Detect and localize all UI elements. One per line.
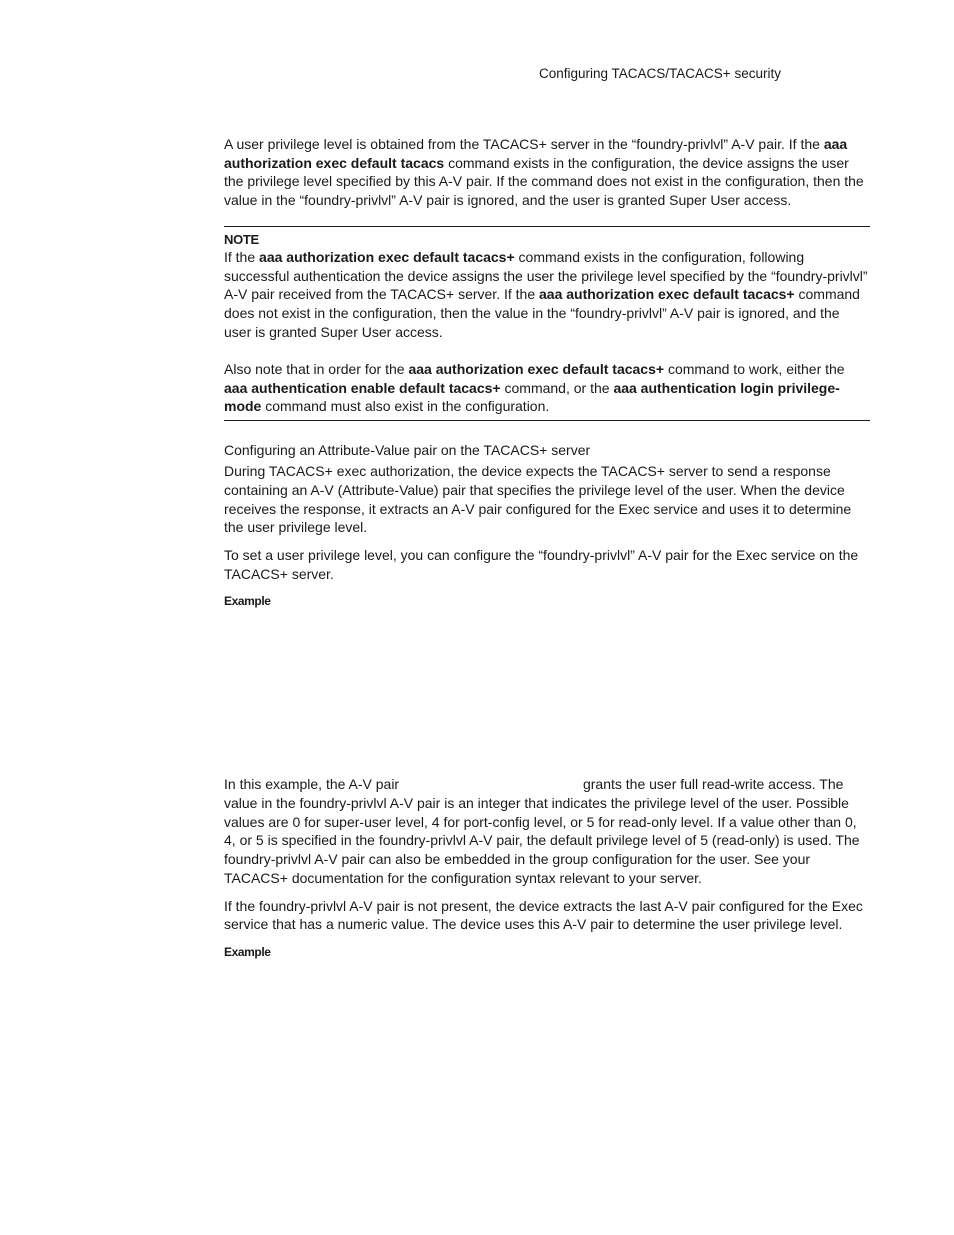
running-header: Configuring TACACS/TACACS+ security — [539, 66, 781, 81]
command-text: aaa authentication login privilege-mode — [224, 379, 840, 415]
command-text: aaa authorization exec default tacacs+ — [408, 361, 665, 378]
command-text: aaa authorization exec default tacacs+ — [539, 286, 795, 303]
section-paragraph-1: During TACACS+ exec authorization, the device expects the TACACS+ server to send a response containing an A-V (Attribute-Value) pair that specifies the privilege level of the user. When the device receives the response, it extracts an A-V pair configured for the Exec service and uses it to determine the user privilege level. — [224, 463, 852, 536]
note-label: NOTE — [224, 231, 259, 247]
intro-paragraph: A user privilege level is obtained from the TACACS+ server in the “foundry-privlvl” A-V pair. If the aaa authorization exec default tacacs command exists in the configuration, the device assigns the user the privilege level specified by this A-V pair. If the command does not exist in the configuration, then the value in the “foundry-privlvl” A-V pair is ignored, and the user is granted Super User access. — [224, 136, 864, 209]
note-paragraph-2: Also note that in order for the aaa authorization exec default tacacs+ command to work, either the aaa authentication enable default tacacs+ command, or the aaa authentication login privilege-mode command must also exist in the configuration. — [224, 361, 845, 415]
section-paragraph-2: To set a user privilege level, you can configure the “foundry-privlvl” A-V pair for the Exec service on the TACACS+ server. — [224, 546, 859, 582]
command-text: aaa authorization exec default tacacs — [224, 136, 848, 171]
example-label-1: Example — [224, 594, 271, 609]
command-text: aaa authorization exec default tacacs+ — [259, 248, 515, 265]
section-paragraph-3: In this example, the A-V pair grants the user full read-write access. The value in the foundry-privlvl A-V pair is an integer that indicates the privilege level of the user. Possible values are 0 for super-user level, 4 for port-config level, or 5 for read-only level. If a value other than 0, 4, or 5 is specified in the foundry-privlvl A-V pair, the default privilege level of 5 (read-only) is used. The foundry-privlvl A-V pair can also be embedded in the group configuration for the user. See your TACACS+ documentation for the configuration syntax relevant to your server. — [224, 776, 860, 886]
note-paragraph-1: If the aaa authorization exec default tacacs+ command exists in the configuration, following successful authentication the device assigns the user the privilege level specified by the “foundry-privlvl” A-V pair received from the TACACS+ server. If the aaa authorization exec default tacacs+ command does not exist in the configuration, then the value in the “foundry-privlvl” A-V pair is ignored, and the user is granted Super User access. — [224, 248, 868, 340]
page-content — [224, 135, 870, 960]
section-paragraph-4: If the foundry-privlvl A-V pair is not present, the device extracts the last A-V pair configured for the Exec service that has a numeric value. The device uses this A-V pair to determine the user privilege level. — [224, 897, 863, 933]
command-text: aaa authentication enable default tacacs+ — [224, 379, 501, 396]
note-box — [224, 226, 870, 421]
section-heading: Configuring an Attribute-Value pair on the TACACS+ server — [224, 442, 591, 459]
example-area-1 — [224, 609, 870, 775]
example-label-2: Example — [224, 944, 271, 959]
